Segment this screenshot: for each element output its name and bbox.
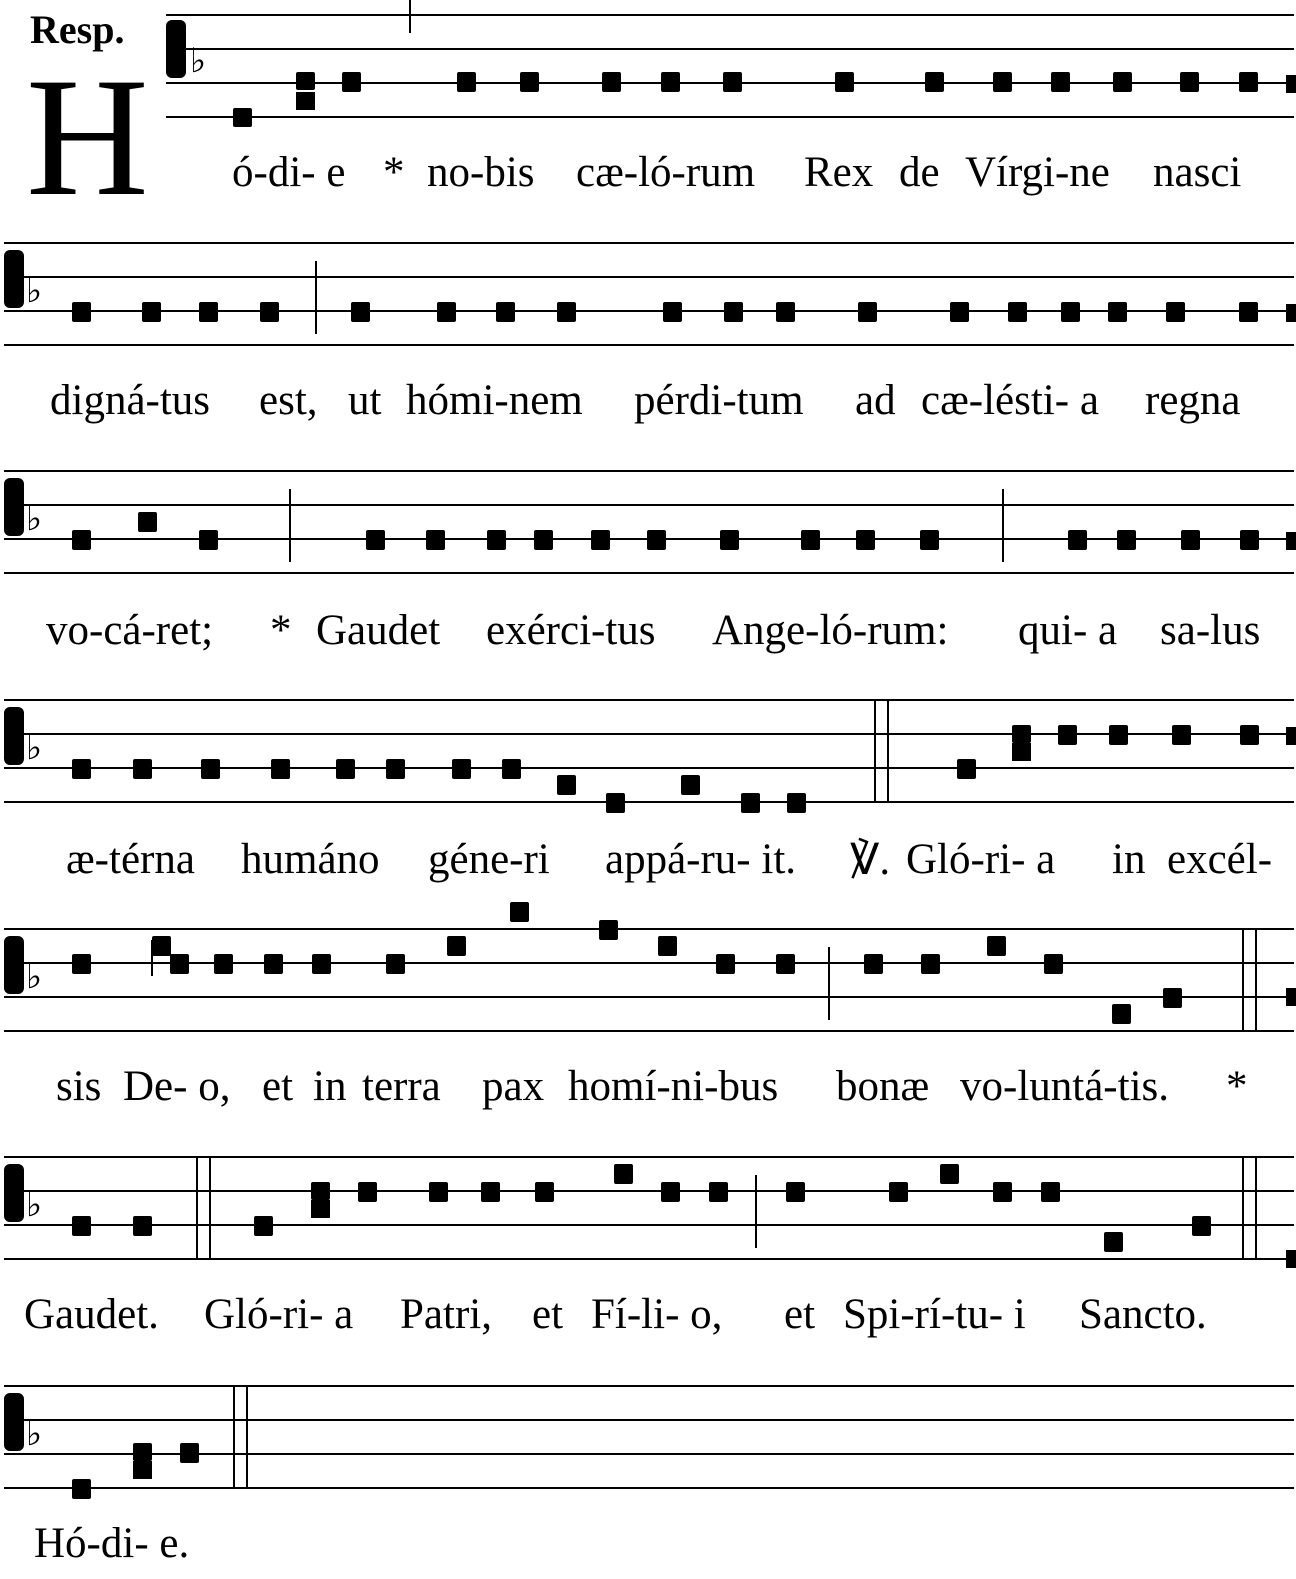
- do-clef-icon: [4, 707, 24, 765]
- lyric-word: no-bis: [427, 149, 535, 196]
- staff-lines: [0, 1371, 1296, 1501]
- staff-lines: [0, 685, 1296, 815]
- lyric-word: ut: [348, 377, 382, 424]
- staff-lines: [0, 914, 1296, 1044]
- lyric-word: Fí-li- o,: [591, 1291, 723, 1338]
- lyric-word: De- o,: [123, 1063, 231, 1110]
- lyric-word: humáno: [241, 836, 380, 883]
- lyric-word: pax: [482, 1063, 545, 1110]
- lyric-word: nasci: [1153, 149, 1242, 196]
- lyric-asterisk: *: [383, 149, 405, 196]
- do-clef-icon: [4, 250, 24, 308]
- do-clef-icon: [4, 1164, 24, 1222]
- lyric-word: æ-térna: [66, 836, 195, 883]
- lyric-word: Gaudet: [316, 607, 441, 654]
- lyric-word: Sancto.: [1079, 1291, 1207, 1338]
- do-clef-icon: [4, 936, 24, 994]
- lyric-word: Hó-di- e.: [34, 1520, 190, 1567]
- lyric-word: excél-: [1167, 836, 1273, 883]
- lyric-word: sa-lus: [1160, 607, 1261, 654]
- initial-letter: H: [26, 43, 149, 231]
- lyric-word: pérdi-tum: [634, 377, 804, 424]
- lyric-word: de: [899, 149, 940, 196]
- staff-lines: [0, 0, 1296, 130]
- lyric-word: Gaudet.: [24, 1291, 159, 1338]
- lyric-word: Ange-ló-rum:: [712, 607, 949, 654]
- lyric-word: bonæ: [836, 1063, 930, 1110]
- lyric-word: vo-luntá-tis.: [960, 1063, 1169, 1110]
- lyric-word: Vírgi-ne: [965, 149, 1110, 196]
- staff-system-2: [0, 228, 1296, 438]
- lyric-word: in: [1112, 836, 1146, 883]
- flat-icon: ♭: [26, 957, 43, 997]
- versicle-sign: ℣.: [850, 837, 891, 884]
- staff-lines: [0, 456, 1296, 586]
- lyric-word: regna: [1145, 377, 1241, 424]
- lyric-word: hómi-nem: [406, 377, 583, 424]
- staff-system-4: [0, 685, 1296, 895]
- staff-lines: [0, 1142, 1296, 1272]
- lyric-word: est,: [259, 377, 318, 424]
- lyric-word: ad: [855, 377, 896, 424]
- flat-icon: ♭: [26, 1185, 43, 1225]
- staff-system-5: [0, 914, 1296, 1124]
- lyric-syllables: ó-di- e: [232, 149, 346, 196]
- staff-system-7: [0, 1371, 1296, 1567]
- lyric-word: Gló-ri- a: [204, 1291, 354, 1338]
- lyric-word: sis: [56, 1063, 102, 1110]
- lyric-word: Spi-rí-tu- i: [843, 1291, 1026, 1338]
- lyric-word: et: [784, 1291, 816, 1338]
- lyric-word: in: [313, 1063, 347, 1110]
- lyric-word: cæ-ló-rum: [576, 149, 756, 196]
- do-clef-icon: [4, 478, 24, 536]
- lyric-word: qui- a: [1018, 607, 1118, 654]
- lyric-word: Gló-ri- a: [906, 836, 1056, 883]
- lyric-word: et: [532, 1291, 564, 1338]
- lyric-asterisk: *: [270, 607, 292, 654]
- flat-icon: ♭: [26, 1414, 43, 1454]
- lyric-word: vo-cá-ret;: [46, 607, 214, 654]
- staff-system-6: [0, 1142, 1296, 1352]
- lyric-word: Rex: [804, 149, 874, 196]
- lyric-word: Patri,: [400, 1291, 492, 1338]
- do-clef-icon: [4, 1393, 24, 1451]
- lyric-word: terra: [362, 1063, 441, 1110]
- lyric-word: digná-tus: [50, 377, 211, 424]
- lyric-word: et: [262, 1063, 294, 1110]
- flat-icon: ♭: [26, 271, 43, 311]
- lyric-word: appá-ru- it.: [605, 836, 797, 883]
- do-clef-icon: [166, 20, 186, 78]
- lyric-word: géne-ri: [428, 836, 550, 883]
- lyric-word: homí-ni-bus: [568, 1063, 779, 1110]
- staff-lines: [0, 228, 1296, 358]
- staff-system-1: [0, 0, 1296, 210]
- staff-system-3: [0, 456, 1296, 666]
- section-label: Resp.: [30, 7, 125, 52]
- flat-icon: ♭: [26, 728, 43, 768]
- flat-icon: ♭: [26, 499, 43, 539]
- lyric-asterisk: *: [1226, 1063, 1248, 1110]
- lyric-word: cæ-lésti- a: [921, 377, 1099, 424]
- lyric-word: exérci-tus: [486, 607, 656, 654]
- flat-icon: ♭: [190, 41, 207, 81]
